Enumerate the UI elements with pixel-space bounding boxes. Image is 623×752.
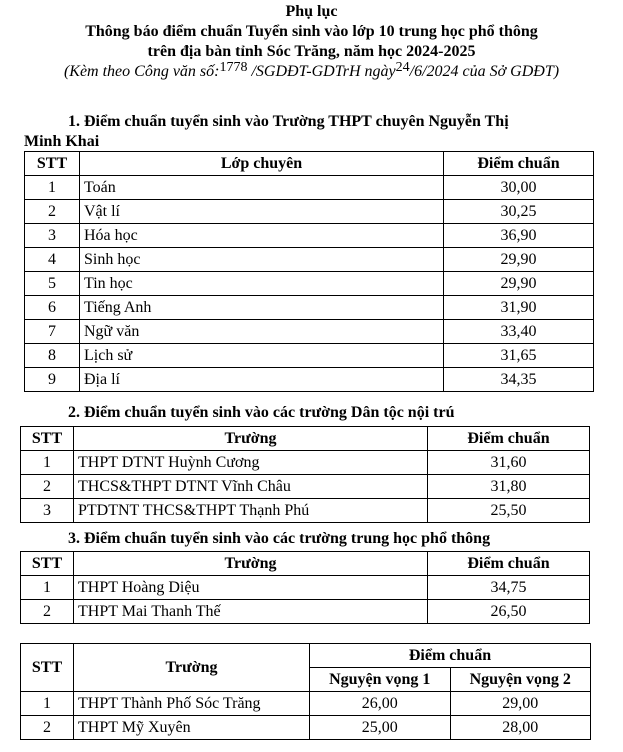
cell-name: THPT Mỹ Xuyên: [74, 716, 310, 740]
cell-name: THCS&THPT DTNT Vĩnh Châu: [74, 475, 428, 499]
cell-nv1: 25,00: [310, 716, 451, 740]
table-header-row: [25, 152, 594, 176]
section1-heading-line2: Minh Khai: [24, 133, 100, 150]
section2-table: [20, 426, 590, 523]
cell-name: Lịch sử: [80, 344, 444, 368]
cell-score: 29,90: [444, 248, 594, 272]
col-name: Trường: [74, 644, 310, 692]
section3-heading: 3. Điểm chuẩn tuyển sinh vào các trường trung học phổ thông: [68, 530, 491, 547]
cell-stt: 2: [21, 600, 74, 624]
col-score: Điểm chuẩn: [310, 644, 591, 668]
cell-stt: 1: [21, 692, 74, 716]
table-row: [25, 248, 594, 272]
col-name: Lớp chuyên: [80, 152, 444, 176]
cell-name: Toán: [80, 176, 444, 200]
document-title-line1: Thông báo điểm chuẩn Tuyển sinh vào lớp 10 trung học phổ thông: [85, 23, 538, 40]
cell-score: 30,00: [444, 176, 594, 200]
col-score: Điểm chuẩn: [428, 427, 590, 451]
col-nv2: Nguyện vọng 2: [450, 668, 591, 692]
cell-stt: 8: [25, 344, 80, 368]
ref-suffix: /6/2024 của Sở GDĐT): [409, 63, 560, 80]
cell-stt: 1: [21, 451, 74, 475]
table-row: [21, 716, 591, 740]
cell-score: 30,25: [444, 200, 594, 224]
cell-stt: 7: [25, 320, 80, 344]
col-stt: STT: [21, 644, 74, 692]
table-row: [25, 368, 594, 392]
table-row: [25, 224, 594, 248]
table-row: [21, 600, 590, 624]
cell-stt: 3: [25, 224, 80, 248]
document-title-line2: trên địa bàn tỉnh Sóc Trăng, năm học 2024-2025: [147, 43, 476, 60]
col-score: Điểm chuẩn: [428, 552, 590, 576]
table-row: [21, 576, 590, 600]
cell-nv2: 28,00: [450, 716, 591, 740]
cell-score: 31,80: [428, 475, 590, 499]
col-nv1: Nguyện vọng 1: [310, 668, 451, 692]
cell-stt: 1: [25, 176, 80, 200]
table-row: [21, 499, 590, 523]
table-header-row: [21, 644, 591, 668]
cell-score: 25,50: [428, 499, 590, 523]
cell-stt: 3: [21, 499, 74, 523]
table-row: [25, 320, 594, 344]
table-row: [21, 692, 591, 716]
reference-line: [0, 62, 623, 82]
table-row: [25, 296, 594, 320]
cell-score: 34,35: [444, 368, 594, 392]
cell-score: 29,90: [444, 272, 594, 296]
cell-nv1: 26,00: [310, 692, 451, 716]
table-row: [21, 475, 590, 499]
cell-name: Tin học: [80, 272, 444, 296]
cell-name: THPT Thành Phố Sóc Trăng: [74, 692, 310, 716]
cell-name: Hóa học: [80, 224, 444, 248]
appendix-label: Phụ lục: [285, 3, 338, 20]
cell-name: THPT Hoàng Diệu: [74, 576, 428, 600]
cell-name: Ngữ văn: [80, 320, 444, 344]
ref-number: 1778: [219, 60, 248, 75]
ref-prefix: (Kèm theo Công văn số:: [63, 63, 220, 80]
table-header-row: [21, 552, 590, 576]
cell-stt: 2: [21, 475, 74, 499]
cell-name: THPT DTNT Huỳnh Cương: [74, 451, 428, 475]
cell-score: 33,40: [444, 320, 594, 344]
table-row: [25, 200, 594, 224]
table-row: [25, 272, 594, 296]
section1-heading-line1: 1. Điểm chuẩn tuyển sinh vào Trường THPT chuyên Nguyễn Thị: [68, 113, 509, 130]
section4-table: [20, 643, 591, 740]
ref-day: 24: [395, 60, 410, 75]
cell-stt: 4: [25, 248, 80, 272]
cell-score: 34,75: [428, 576, 590, 600]
section1-heading: [24, 112, 594, 152]
table-row: [25, 344, 594, 368]
cell-stt: 2: [21, 716, 74, 740]
cell-name: Địa lí: [80, 368, 444, 392]
cell-score: 36,90: [444, 224, 594, 248]
cell-name: THPT Mai Thanh Thế: [74, 600, 428, 624]
section2-heading: 2. Điểm chuẩn tuyển sinh vào các trường Dân tộc nội trú: [68, 404, 455, 421]
section1-table: [24, 151, 594, 392]
col-name: Trường: [74, 427, 428, 451]
cell-name: Sinh học: [80, 248, 444, 272]
cell-score: 31,60: [428, 451, 590, 475]
ref-middle: /SGDĐT-GDTrH ngày: [251, 63, 396, 80]
col-stt: STT: [25, 152, 80, 176]
cell-score: 31,90: [444, 296, 594, 320]
cell-stt: 9: [25, 368, 80, 392]
cell-score: 26,50: [428, 600, 590, 624]
cell-name: PTDTNT THCS&THPT Thạnh Phú: [74, 499, 428, 523]
cell-nv2: 29,00: [450, 692, 591, 716]
document-header: [0, 2, 623, 82]
cell-name: Tiếng Anh: [80, 296, 444, 320]
section3-table: [20, 551, 590, 624]
table-row: [21, 451, 590, 475]
col-stt: STT: [21, 552, 74, 576]
cell-name: Vật lí: [80, 200, 444, 224]
col-stt: STT: [21, 427, 74, 451]
cell-stt: 2: [25, 200, 80, 224]
cell-stt: 1: [21, 576, 74, 600]
col-score: Điểm chuẩn: [444, 152, 594, 176]
cell-stt: 6: [25, 296, 80, 320]
table-row: [25, 176, 594, 200]
table-header-row: [21, 427, 590, 451]
cell-score: 31,65: [444, 344, 594, 368]
cell-stt: 5: [25, 272, 80, 296]
col-name: Trường: [74, 552, 428, 576]
